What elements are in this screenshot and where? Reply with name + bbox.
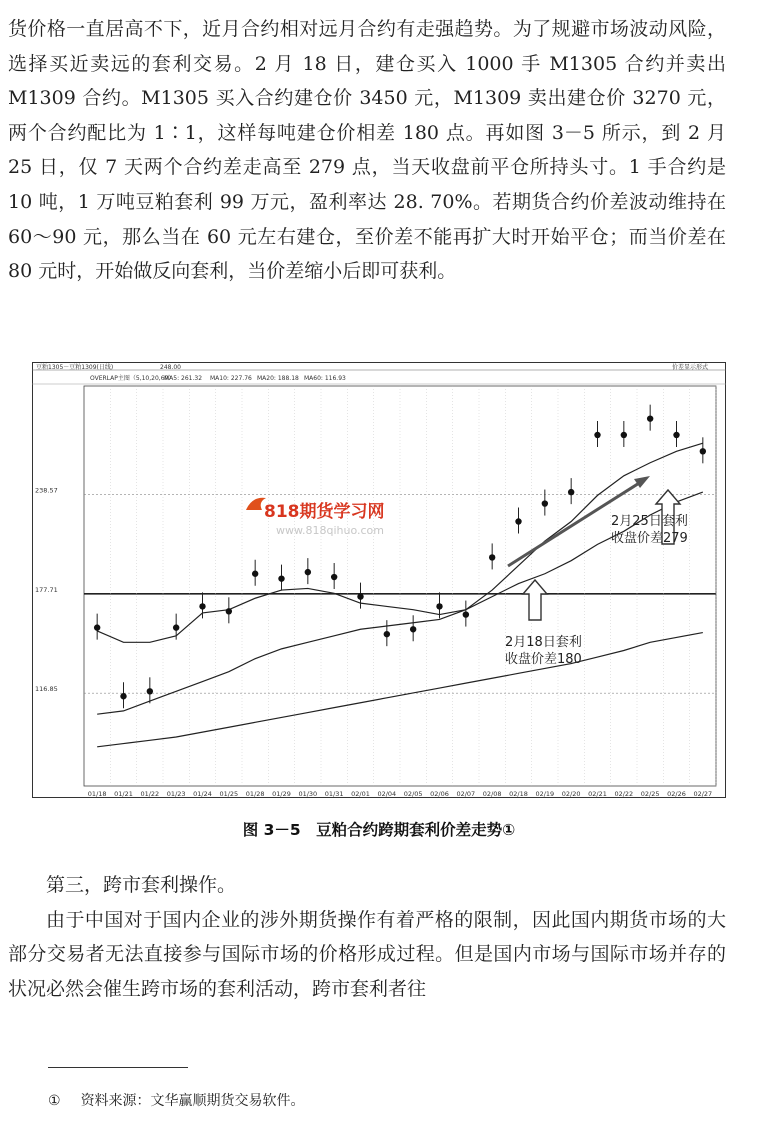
chart-header-right: 价差显示形式 (672, 364, 709, 371)
price-point (331, 574, 337, 580)
caption-footnote-mark: ① (502, 821, 516, 839)
x-tick-label: 02/27 (693, 790, 713, 798)
x-tick-label: 01/28 (245, 790, 265, 798)
annotation-feb25-line2: 收盘价差279 (611, 531, 688, 546)
price-point (357, 593, 363, 599)
body-paragraph-2 (8, 868, 726, 1006)
x-tick-label: 02/05 (403, 790, 423, 798)
x-tick-label: 01/29 (272, 790, 291, 798)
y-tick-label: 177.71 (35, 585, 58, 594)
price-point (489, 554, 495, 560)
section-heading-line: 第三，跨市套利操作。 (46, 874, 237, 896)
price-point (410, 626, 416, 632)
price-point (94, 624, 100, 630)
footnote-mark: ① (48, 1093, 61, 1109)
price-point (226, 608, 232, 614)
figure-caption (0, 818, 758, 840)
price-point (700, 448, 706, 454)
price-point (436, 603, 442, 609)
price-point (173, 624, 179, 630)
x-tick-label: 02/25 (640, 790, 660, 798)
x-tick-label: 02/04 (377, 790, 397, 798)
body-paragraph-2-text: 由于中国对于国内企业的涉外期货操作有着严格的限制，因此国内期货市场的大部分交易者无法直接参与国际市场的价格形成过程。但是国内市场与国际市场并存的状况必然会催生跨市场的套利活动，跨市套利者往 (8, 908, 726, 1000)
ma20-label: MA20: 188.18 (257, 375, 299, 382)
x-tick-label: 02/07 (456, 790, 476, 798)
y-tick-label: 116.85 (35, 685, 58, 694)
price-point (542, 500, 548, 506)
x-tick-label: 02/18 (509, 790, 528, 798)
footnote-divider (48, 1067, 188, 1068)
annotation-feb25-line1: 2月25日套利 (611, 514, 688, 529)
price-point (515, 518, 521, 524)
price-point (384, 631, 390, 637)
price-point (147, 688, 153, 694)
annotation-feb18-line1: 2月18日套利 (505, 635, 582, 650)
x-tick-label: 01/24 (193, 790, 212, 798)
chart-frame (33, 363, 726, 798)
price-point (621, 432, 627, 438)
x-tick-label: 01/25 (219, 790, 239, 798)
chart-header-value: 248.00 (160, 364, 181, 371)
y-tick-label: 238.57 (35, 486, 58, 495)
spread-chart (32, 362, 726, 798)
x-tick-label: 02/22 (614, 790, 634, 798)
price-point (199, 603, 205, 609)
x-tick-label: 02/06 (430, 790, 449, 798)
x-tick-label: 01/23 (166, 790, 186, 798)
chart-header-left: 豆粕1305－豆粕1309(日线) (36, 364, 114, 371)
price-point (278, 575, 284, 581)
x-tick-label: 01/31 (324, 790, 344, 798)
price-point (305, 569, 311, 575)
x-tick-label: 02/08 (482, 790, 502, 798)
ma5-label: MA5: 261.32 (164, 375, 203, 382)
footnote (48, 1090, 305, 1110)
x-tick-label: 02/21 (588, 790, 607, 798)
x-tick-label: 02/26 (667, 790, 686, 798)
caption-text: 图 3－5 豆粕合约跨期套利价差走势 (242, 821, 503, 839)
price-point (673, 432, 679, 438)
x-tick-label: 01/21 (114, 790, 133, 798)
price-point (594, 432, 600, 438)
price-point (120, 693, 126, 699)
x-tick-label: 01/30 (298, 790, 318, 798)
x-tick-label: 02/01 (351, 790, 370, 798)
x-tick-label: 02/19 (535, 790, 555, 798)
body-paragraph-1: 货价格一直居高不下，近月合约相对远月合约有走强趋势。为了规避市场波动风险，选择买近卖远的套利交易。2 月 18 日，建仓买入 1000 手 M1305 合约并卖出 M1309 合约。M1305 买入合约建仓价 3450 元，M1309 卖出建仓价 3270 元，两个合约配比为 1∶1，这样每吨建仓价相差 180 点。再如图 3－5 所示，到 2 月 25 日，仅 7 天两个合约差走高至 279 点，当天收盘前平仓所持头寸。1 手合约是 10 吨，1 万吨豆粕套利 99 万元，盈利率达 28. 70%。若期货合约价差波动维持在 60～90 元，那么当在 60 元左右建仓，至价差不能再扩大时开始平仓；而当价差在 80 元时，开始做反向套利，当价差缩小后即可获利。 (8, 18, 726, 283)
price-point (568, 489, 574, 495)
price-point (463, 611, 469, 617)
ma60-label: MA60: 116.93 (304, 375, 346, 382)
watermark-url: www.818qihuo.com (276, 524, 384, 537)
price-point (252, 571, 258, 577)
chart-indicator-line: OVERLAP主图（5,10,20,60） (90, 375, 175, 382)
price-point (647, 415, 653, 421)
x-tick-label: 01/18 (87, 790, 107, 798)
x-tick-label: 01/22 (140, 790, 160, 798)
watermark-text: 818期货学习网 (264, 502, 385, 522)
footnote-text: 资料来源：文华赢顺期货交易软件。 (80, 1093, 305, 1109)
x-tick-label: 02/20 (561, 790, 581, 798)
ma10-label: MA10: 227.76 (210, 375, 252, 382)
annotation-feb18-line2: 收盘价差180 (505, 652, 582, 667)
